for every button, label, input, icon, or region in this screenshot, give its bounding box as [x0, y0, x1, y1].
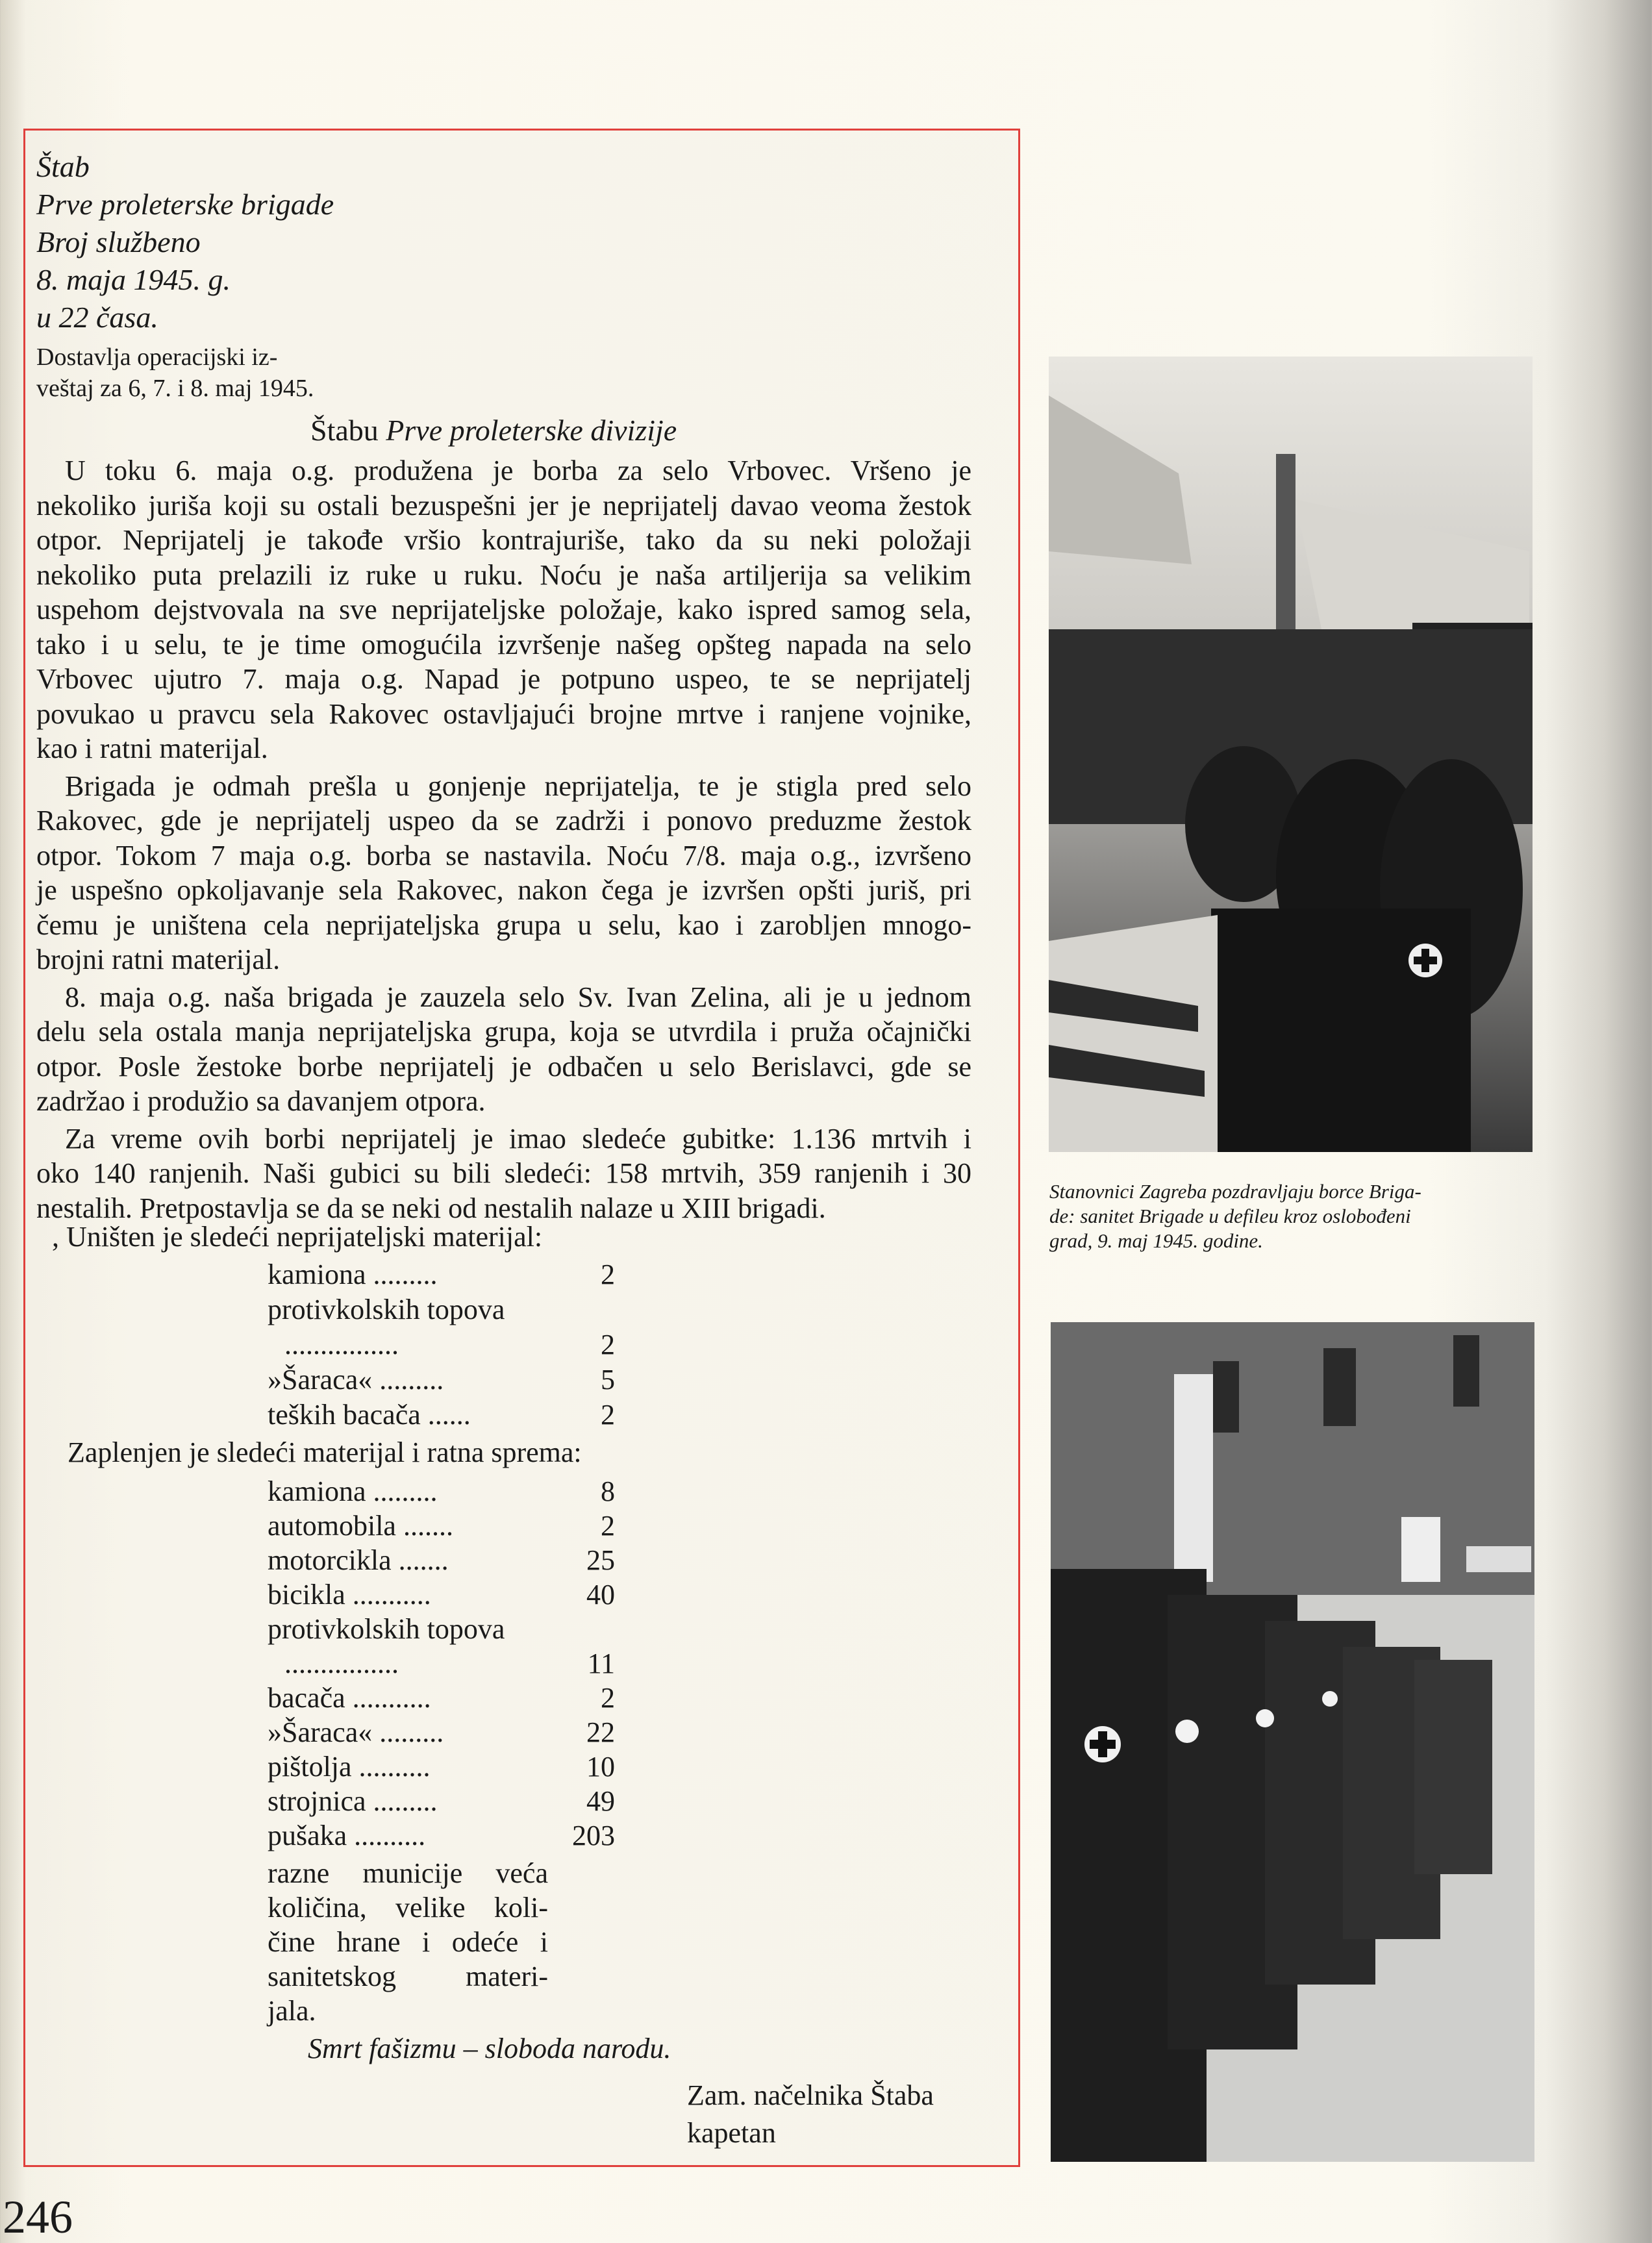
materiel-item-count: 2: [601, 1329, 615, 1360]
photo-crowd-illustration: [1049, 357, 1533, 1152]
addressee: [310, 414, 677, 447]
body-line: tako i u selu, te je time omogućila izvršenje našeg opšteg napada na selo: [36, 629, 971, 660]
destroyed-intro-text: Uništen je sledeći neprijateljski materijal:: [66, 1221, 543, 1253]
materiel-item-label: teških bacača ......: [268, 1399, 471, 1431]
body-line: Vrbovec ujutro 7. maja o.g. Napad je potpuno uspeo, te se neprijatelj: [36, 663, 971, 695]
photo-caption-line: de: sanitet Brigade u defileu kroz oslobođeni: [1049, 1205, 1411, 1227]
body-line: čemu je uništena cela neprijateljska grupa u selu, kao i zarobljen mnogo-: [36, 909, 971, 941]
header-line: 8. maja 1945. g.: [36, 263, 231, 296]
misc-materiel-line: količina, velike koli-: [268, 1892, 548, 1923]
materiel-item-label: bicikla ...........: [268, 1579, 431, 1610]
body-line: uspehom dejstvovala na sve neprijateljske položaje, kako ispred samog sela,: [36, 594, 971, 625]
materiel-item-label: »Šaraca« .........: [268, 1364, 444, 1396]
body-line: Brigada je odmah prešla u gonjenje neprijatelja, te je stigla pred selo: [65, 770, 971, 802]
materiel-item-count: 2: [601, 1259, 615, 1290]
materiel-item-label: pištolja ..........: [268, 1751, 431, 1783]
photo-caption-line: grad, 9. maj 1945. godine.: [1049, 1229, 1263, 1252]
addressee-name: Prve proleterske divizije: [386, 414, 677, 447]
signature-rank: kapetan: [687, 2117, 776, 2149]
body-line: otpor. Neprijatelj je takođe vršio kontrajuriše, tako da su neki položaji: [36, 524, 971, 556]
captured-intro: Zaplenjen je sledeći materijal i ratna sprema:: [68, 1436, 582, 1468]
photo-parade-illustration: [1051, 1322, 1534, 2162]
materiel-item-count: 22: [586, 1716, 615, 1748]
body-line: oko 140 ranjenih. Naši gubici su bili sledeći: 158 mrtvih, 359 ranjenih i 30: [36, 1157, 971, 1189]
materiel-item-label: »Šaraca« .........: [268, 1716, 444, 1748]
misc-materiel-line: sanitetskog materi-: [268, 1961, 548, 1992]
header-line: Štab: [36, 150, 90, 183]
materiel-item-count: 2: [601, 1399, 615, 1431]
body-line: nestalih. Pretpostavlja se da se neki od nestalih nalaze u XIII brigadi.: [36, 1192, 826, 1224]
materiel-item-count: [537, 1294, 615, 1326]
materiel-item-count: 203: [572, 1820, 615, 1851]
body-line: povukao u pravcu sela Rakovec ostavljajući brojne mrtve i ranjene vojnike,: [36, 698, 971, 730]
materiel-item-count: 49: [586, 1785, 615, 1817]
materiel-item-count: 5: [601, 1364, 615, 1396]
misc-materiel-line: jala.: [268, 1995, 316, 2027]
materiel-item-label: ................: [284, 1648, 399, 1679]
delivery-note-line: veštaj za 6, 7. i 8. maj 1945.: [36, 375, 314, 402]
zagreb-crowd-greeting-photo: [1049, 357, 1533, 1152]
body-line: 8. maja o.g. naša brigada je zauzela selo Sv. Ivan Zelina, ali je u jednom: [65, 981, 971, 1013]
body-line: je uspešno opkoljavanje sela Rakovec, nakon čega je izvršen opšti juriš, pri: [36, 874, 971, 906]
materiel-item-label: strojnica .........: [268, 1785, 438, 1817]
body-line: zadržao i produžio sa davanjem otpora.: [36, 1085, 486, 1117]
body-line: nekoliko puta prelazili iz ruke u ruku. Noću je naša artiljerija sa velikim: [36, 559, 971, 591]
body-line: otpor. Tokom 7 maja o.g. borba se nastavila. Noću 7/8. maja o.g., izvršeno: [36, 840, 971, 871]
materiel-item-label: kamiona .........: [268, 1259, 438, 1290]
materiel-item-label: motorcikla .......: [268, 1544, 449, 1576]
materiel-item-label: automobila .......: [268, 1510, 453, 1542]
body-line: delu sela ostala manja neprijateljska grupa, koja se utvrdila i pruža očajnički: [36, 1016, 971, 1047]
misc-materiel-line: razne municije veća: [268, 1857, 548, 1889]
materiel-item-count: [537, 1613, 615, 1646]
materiel-item-count: 25: [586, 1544, 615, 1576]
header-line: u 22 časa.: [36, 301, 158, 334]
materiel-item-label: kamiona .........: [268, 1475, 438, 1507]
materiel-item-label: pušaka ..........: [268, 1820, 426, 1851]
photo-caption-line: Stanovnici Zagreba pozdravljaju borce Briga-: [1049, 1180, 1421, 1203]
body-line: Rakovec, gde je neprijatelj uspeo da se zadrži i ponovo preduzme žestok: [36, 805, 971, 836]
materiel-item-label: ................: [284, 1329, 399, 1360]
body-line: nekoliko juriša koji su ostali bezuspešni jer je neprijatelj davao veoma žestok: [36, 490, 971, 521]
closing-slogan: Smrt fašizmu – sloboda narodu.: [308, 2033, 671, 2064]
destroyed-intro: , Uništen je sledeći neprijateljski materijal:: [52, 1221, 543, 1253]
delivery-note-line: Dostavlja operacijski iz-: [36, 344, 278, 371]
signature-title: Zam. načelnika Štaba: [687, 2079, 934, 2111]
materiel-item-count: 2: [601, 1510, 615, 1542]
header-line: Prve proleterske brigade: [36, 188, 334, 221]
sanitet-parade-photo: [1051, 1322, 1534, 2162]
misc-materiel-line: čine hrane i odeće i: [268, 1926, 548, 1958]
body-line: Za vreme ovih borbi neprijatelj je imao sledeće gubitke: 1.136 mrtvih i: [65, 1123, 971, 1155]
materiel-item-label: protivkolskih topova: [268, 1613, 505, 1645]
body-line: otpor. Posle žestoke borbe neprijatelj je odbačen u selo Berislavci, gde se: [36, 1051, 971, 1083]
materiel-item-count: 8: [601, 1475, 615, 1507]
materiel-item-label: protivkolskih topova: [268, 1294, 505, 1325]
materiel-item-count: 2: [601, 1682, 615, 1714]
materiel-item-count: 10: [586, 1751, 615, 1783]
body-line: brojni ratni materijal.: [36, 944, 281, 975]
body-line: U toku 6. maja o.g. produžena je borba za selo Vrbovec. Vršeno je: [65, 455, 971, 486]
page-number: 246: [3, 2191, 73, 2243]
header-line: Broj službeno: [36, 225, 201, 258]
addressee-prefix: Štabu: [310, 414, 379, 447]
body-line: kao i ratni materijal.: [36, 733, 268, 764]
materiel-item-count: 11: [587, 1648, 615, 1679]
materiel-item-label: bacača ...........: [268, 1682, 431, 1714]
materiel-item-count: 40: [586, 1579, 615, 1610]
